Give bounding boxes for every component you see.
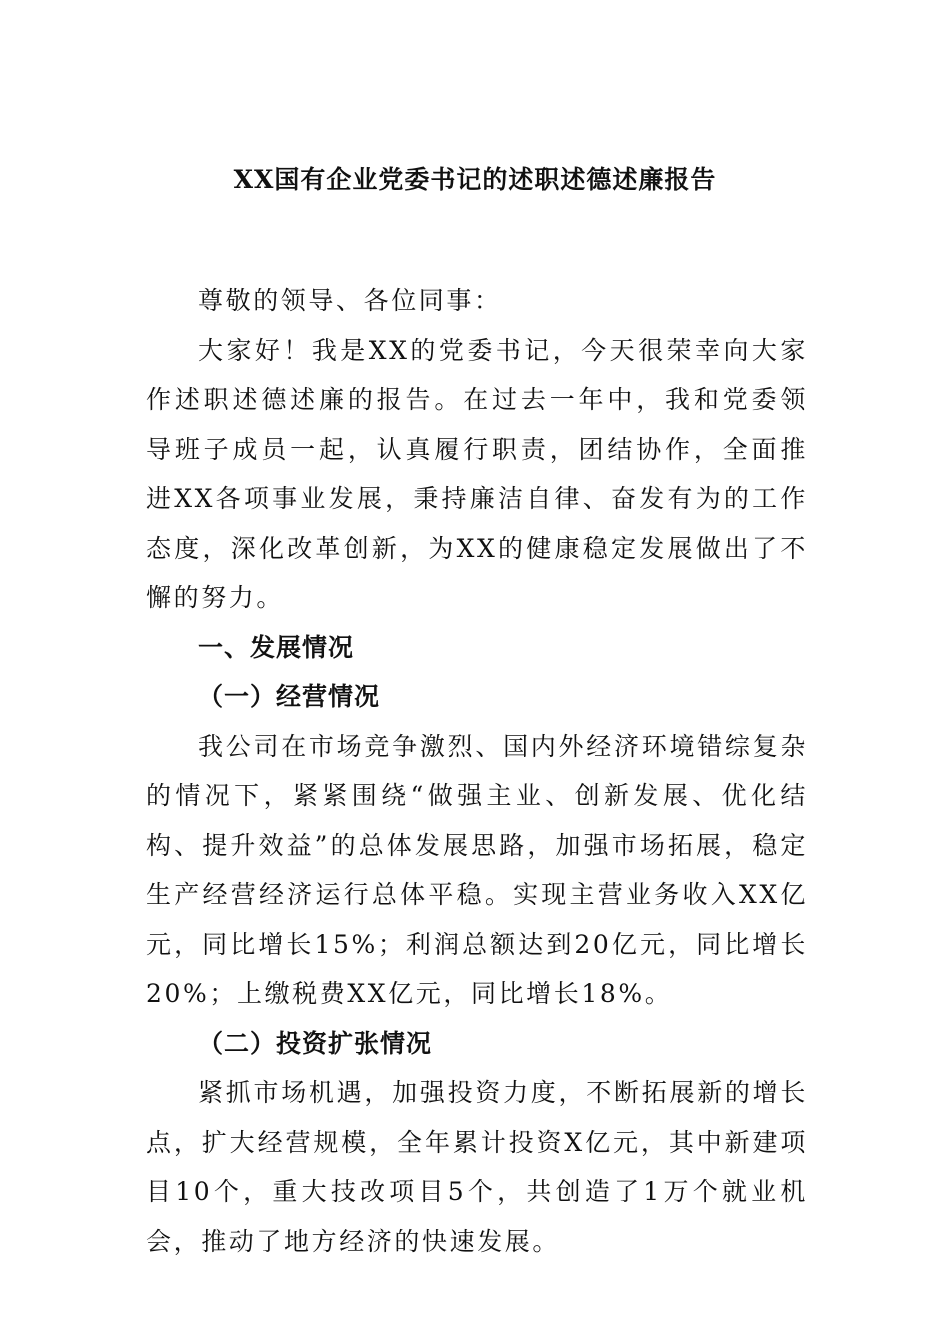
operations-paragraph: 我公司在市场竞争激烈、国内外经济环境错综复杂的情况下，紧紧围绕“做强主业、创新发展、优化结构、提升效益”的总体发展思路，加强市场拓展，稳定生产经营经济运行总体平稳。实现主营业务收入XX亿元，同比增长15%；利润总额达到20亿元，同比增长20%；上缴税费XX亿元，同比增长18%。 — [146, 731, 808, 1008]
document-title: XX国有企业党委书记的述职述德述廉报告 — [233, 165, 717, 194]
intro-paragraph: 大家好！我是XX的党委书记，今天很荣幸向大家作述职述德述廉的报告。在过去一年中，我和党委领导班子成员一起，认真履行职责，团结协作，全面推进XX各项事业发展，秉持廉洁自律、奋发有为的工作态度，深化改革创新，为XX的健康稳定发展做出了不懈的努力。 — [146, 335, 808, 612]
investment-paragraph: 紧抓市场机遇，加强投资力度，不断拓展新的增长点，扩大经营规模，全年累计投资X亿元，其中新建项目10个，重大技改项目5个，共创造了1万个就业机会，推动了地方经济的快速发展。 — [146, 1078, 808, 1256]
subsection-heading-operations: （一）经营情况 — [198, 682, 381, 711]
section-heading-development: 一、发展情况 — [198, 632, 355, 662]
salutation: 尊敬的领导、各位同事： — [198, 286, 502, 315]
document-body — [146, 276, 808, 1266]
subsection-heading-investment: （二）投资扩张情况 — [198, 1028, 433, 1058]
